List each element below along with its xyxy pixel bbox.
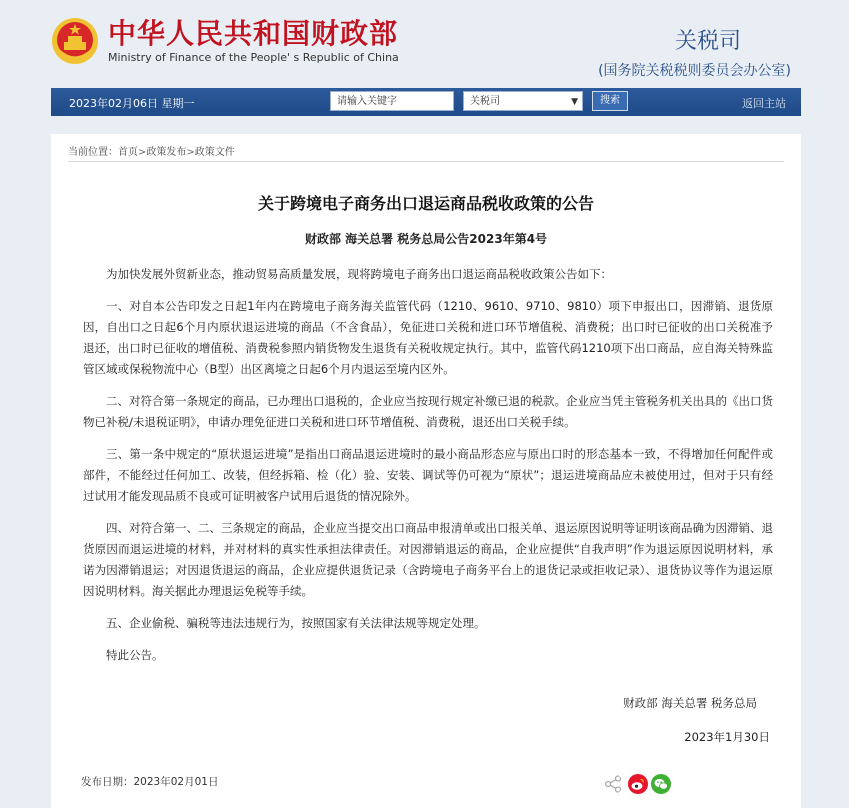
department-name: 关税司 [674, 29, 741, 54]
article-paragraph: 四、对符合第一、二、三条规定的商品，企业应当提交出口商品申报清单或出口报关单、退运原因说明等证明该商品确为因滞销、退货原因而退运进境的材料，并对材料的真实性承担法律责任。对因滞销退运的商品，企业应提供“自我声明”作为退运原因说明材料，承诺为因滞销退运；对因退货退运的商品，企业应提供退货记录（含跨境电子商务平台上的退货记录或拒收记录）、退货协议等作为退运原因说明材料。海关据此办理退运免税等手续。 [83, 521, 773, 598]
breadcrumb-item-policy-release[interactable]: 政策发布 [146, 147, 187, 158]
share-link-icon[interactable] [603, 774, 623, 794]
breadcrumb-item-home[interactable]: 首页 [118, 147, 138, 158]
department-subtitle: (国务院关税税则委员会办公室) [598, 63, 791, 79]
scope-select-value: 关税司 [470, 96, 500, 107]
article-title: 关于跨境电子商务出口退运商品税收政策的公告 [257, 194, 594, 213]
site-header [0, 0, 849, 88]
document-number: 财政部 海关总署 税务总局公告2023年第4号 [304, 232, 548, 246]
article-body [83, 264, 773, 677]
site-title-en: Ministry of Finance of the People' s Republic of China [108, 51, 399, 64]
article-paragraph: 为加快发展外贸新业态，推动贸易高质量发展，现将跨境电子商务出口退运商品税收政策公告如下： [106, 267, 612, 281]
breadcrumb-item-policy-docs[interactable]: 政策文件 [194, 147, 235, 158]
breadcrumb [68, 143, 235, 158]
top-navbar [51, 88, 801, 116]
breadcrumb-separator: > [138, 147, 147, 158]
search-button[interactable]: 搜索 [592, 91, 628, 111]
article-paragraph: 五、企业偷税、骗税等违法违规行为，按照国家有关法律法规等规定处理。 [106, 616, 486, 630]
article-panel [51, 134, 801, 808]
return-home-link[interactable]: 返回主站 [742, 97, 786, 110]
article-paragraph: 一、对自本公告印发之日起1年内在跨境电子商务海关监管代码（1210、9610、9710、9810）项下申报出口，因滞销、退货原因，自出口之日起6个月内原状退运进境的商品（不含食品），免征进口关税和进口环节增值税、消费税；出口时已征收的出口关税准予退还，出口时已征收的增值税、消费税参照内销货物发生退货有关税收规定执行。其中，监管代码1210项下出口商品，应自海关特殊监管区域或保税物流中心（B型）出区离境之日起6个月内退运至境内区外。 [83, 299, 773, 376]
breadcrumb-divider [68, 161, 784, 162]
article-paragraph: 三、第一条中规定的“原状退运进境”是指出口商品退运进境时的最小商品形态应与原出口时的形态基本一致，不得增加任何配件或部件，不能经过任何加工、改装，但经拆箱、检（化）验、安装、调试等仍可视为“原状”；退运进境商品应未被使用过，但对于只有经过试用才能发现品质不良或可证明被客户试用后退货的情况除外。 [83, 447, 773, 503]
article-paragraph: 特此公告。 [106, 648, 164, 662]
search-input[interactable]: 请输入关键字 [330, 91, 454, 111]
issuer-signature: 财政部 海关总署 税务总局 [623, 696, 757, 710]
article-paragraph: 二、对符合第一条规定的商品，已办理出口退税的，企业应当按现行规定补缴已退的税款。企业应当凭主管税务机关出具的《出口货物已补税/未退税证明》，申请办理免征进口关税和进口环节增值税、消费税，退还出口关税手续。 [83, 394, 773, 429]
scope-select[interactable] [463, 91, 583, 111]
wechat-icon[interactable] [651, 774, 671, 794]
chevron-down-icon: ▼ [571, 97, 578, 107]
site-title-cn[interactable]: 中华人民共和国财政部 [108, 17, 399, 50]
national-emblem-icon [50, 16, 100, 66]
weibo-icon[interactable] [628, 774, 648, 794]
breadcrumb-prefix: 当前位置： [68, 147, 118, 158]
signature-date: 2023年1月30日 [684, 730, 770, 744]
publish-date: 发布日期：2023年02月01日 [81, 776, 219, 788]
breadcrumb-separator: > [186, 147, 195, 158]
current-date: 2023年02月06日 星期一 [69, 97, 195, 110]
